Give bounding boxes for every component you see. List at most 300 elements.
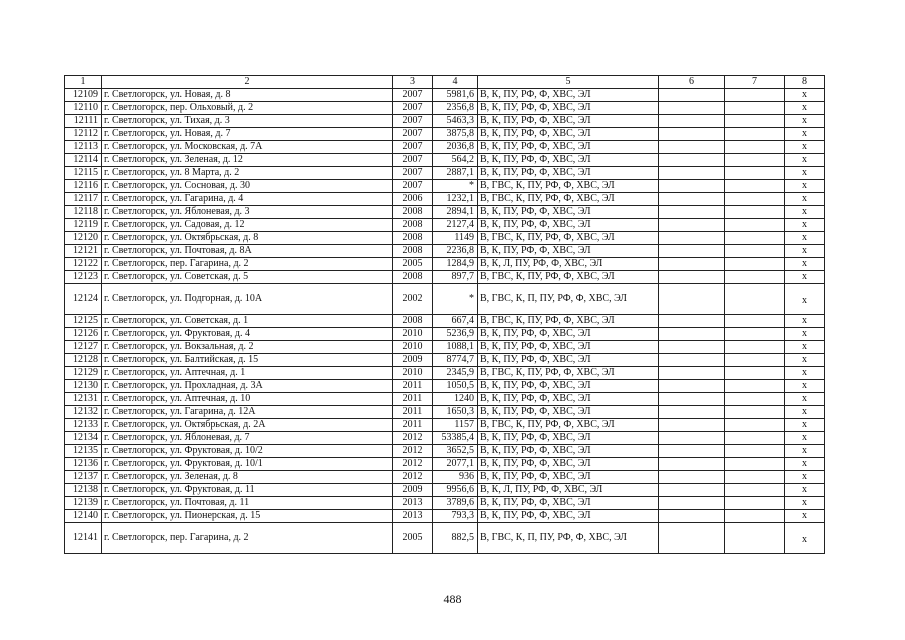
cell-year: 2009 (393, 354, 433, 367)
cell-column-6 (659, 271, 725, 284)
cell-year: 2008 (393, 232, 433, 245)
cell-area: 897,7 (433, 271, 478, 284)
table-row (65, 271, 825, 284)
cell-column-8: х (785, 271, 825, 284)
cell-column-8: х (785, 193, 825, 206)
cell-year: 2010 (393, 341, 433, 354)
cell-column-8: х (785, 245, 825, 258)
cell-column-6 (659, 193, 725, 206)
cell-year: 2010 (393, 367, 433, 380)
cell-area: 1650,3 (433, 406, 478, 419)
cell-year: 2011 (393, 380, 433, 393)
cell-address: г. Светлогорск, ул. 8 Марта, д. 2 (102, 167, 393, 180)
cell-column-8: х (785, 471, 825, 484)
cell-row-number: 12119 (65, 219, 102, 232)
cell-area: 936 (433, 471, 478, 484)
table-row (65, 510, 825, 523)
cell-row-number: 12111 (65, 115, 102, 128)
table-row (65, 167, 825, 180)
cell-row-number: 12131 (65, 393, 102, 406)
table-row (65, 471, 825, 484)
cell-services: В, К, ПУ, РФ, Ф, ХВС, ЭЛ (478, 406, 659, 419)
cell-row-number: 12121 (65, 245, 102, 258)
cell-services: В, К, ПУ, РФ, Ф, ХВС, ЭЛ (478, 471, 659, 484)
cell-services: В, К, ПУ, РФ, Ф, ХВС, ЭЛ (478, 154, 659, 167)
cell-year: 2012 (393, 471, 433, 484)
table-row (65, 219, 825, 232)
table-row (65, 193, 825, 206)
cell-column-8: х (785, 141, 825, 154)
cell-row-number: 12110 (65, 102, 102, 115)
cell-services: В, К, ПУ, РФ, Ф, ХВС, ЭЛ (478, 89, 659, 102)
cell-address: г. Светлогорск, ул. Пионерская, д. 15 (102, 510, 393, 523)
cell-column-7 (725, 354, 785, 367)
cell-year: 2013 (393, 497, 433, 510)
cell-column-6 (659, 406, 725, 419)
cell-address: г. Светлогорск, ул. Яблоневая, д. 7 (102, 432, 393, 445)
column-header-5: 5 (478, 76, 659, 89)
cell-services: В, К, ПУ, РФ, Ф, ХВС, ЭЛ (478, 393, 659, 406)
cell-column-7 (725, 89, 785, 102)
cell-column-8: х (785, 315, 825, 328)
cell-row-number: 12137 (65, 471, 102, 484)
cell-year: 2005 (393, 258, 433, 271)
cell-services: В, ГВС, К, ПУ, РФ, Ф, ХВС, ЭЛ (478, 419, 659, 432)
cell-address: г. Светлогорск, ул. Почтовая, д. 8А (102, 245, 393, 258)
cell-area: 5236,9 (433, 328, 478, 341)
table-row (65, 354, 825, 367)
cell-row-number: 12122 (65, 258, 102, 271)
cell-area: 3875,8 (433, 128, 478, 141)
cell-column-6 (659, 380, 725, 393)
table-row (65, 154, 825, 167)
cell-services: В, ГВС, К, ПУ, РФ, Ф, ХВС, ЭЛ (478, 271, 659, 284)
cell-column-6 (659, 258, 725, 271)
cell-area: 1240 (433, 393, 478, 406)
cell-address: г. Светлогорск, ул. Аптечная, д. 10 (102, 393, 393, 406)
cell-column-8: х (785, 180, 825, 193)
cell-area: 8774,7 (433, 354, 478, 367)
cell-address: г. Светлогорск, пер. Ольховый, д. 2 (102, 102, 393, 115)
cell-column-8: х (785, 341, 825, 354)
table-row (65, 89, 825, 102)
cell-column-6 (659, 245, 725, 258)
table-body (65, 89, 825, 554)
cell-column-6 (659, 206, 725, 219)
cell-area: 1284,9 (433, 258, 478, 271)
cell-column-6 (659, 484, 725, 497)
cell-address: г. Светлогорск, ул. Сосновая, д. 30 (102, 180, 393, 193)
cell-column-8: х (785, 89, 825, 102)
column-header-6: 6 (659, 76, 725, 89)
table-row (65, 232, 825, 245)
cell-services: В, К, ПУ, РФ, Ф, ХВС, ЭЛ (478, 328, 659, 341)
cell-row-number: 12141 (65, 523, 102, 554)
cell-year: 2008 (393, 206, 433, 219)
table-row (65, 432, 825, 445)
cell-area: 1088,1 (433, 341, 478, 354)
cell-services: В, К, Л, ПУ, РФ, Ф, ХВС, ЭЛ (478, 258, 659, 271)
cell-column-6 (659, 180, 725, 193)
cell-address: г. Светлогорск, пер. Гагарина, д. 2 (102, 523, 393, 554)
cell-row-number: 12125 (65, 315, 102, 328)
cell-address: г. Светлогорск, ул. Фруктовая, д. 11 (102, 484, 393, 497)
cell-column-7 (725, 458, 785, 471)
table-row (65, 406, 825, 419)
table-header-row (65, 76, 825, 89)
cell-services: В, К, ПУ, РФ, Ф, ХВС, ЭЛ (478, 445, 659, 458)
cell-area: 2077,1 (433, 458, 478, 471)
cell-address: г. Светлогорск, ул. Новая, д. 7 (102, 128, 393, 141)
cell-column-7 (725, 523, 785, 554)
cell-column-8: х (785, 128, 825, 141)
housing-registry-table (64, 75, 825, 554)
cell-column-7 (725, 406, 785, 419)
cell-column-6 (659, 419, 725, 432)
cell-column-7 (725, 393, 785, 406)
cell-column-8: х (785, 354, 825, 367)
cell-row-number: 12109 (65, 89, 102, 102)
cell-area: 793,3 (433, 510, 478, 523)
cell-row-number: 12116 (65, 180, 102, 193)
cell-address: г. Светлогорск, ул. Подгорная, д. 10А (102, 284, 393, 315)
cell-column-7 (725, 219, 785, 232)
cell-column-8: х (785, 115, 825, 128)
cell-column-8: х (785, 406, 825, 419)
column-header-4: 4 (433, 76, 478, 89)
cell-area: 3652,5 (433, 445, 478, 458)
cell-column-7 (725, 380, 785, 393)
cell-column-7 (725, 141, 785, 154)
cell-column-6 (659, 284, 725, 315)
cell-column-7 (725, 193, 785, 206)
cell-row-number: 12139 (65, 497, 102, 510)
cell-services: В, К, ПУ, РФ, Ф, ХВС, ЭЛ (478, 380, 659, 393)
cell-row-number: 12138 (65, 484, 102, 497)
cell-year: 2008 (393, 315, 433, 328)
cell-area: 1157 (433, 419, 478, 432)
table-row (65, 115, 825, 128)
cell-column-7 (725, 245, 785, 258)
cell-column-6 (659, 154, 725, 167)
cell-area: 2345,9 (433, 367, 478, 380)
cell-column-8: х (785, 497, 825, 510)
cell-column-7 (725, 484, 785, 497)
table-row (65, 393, 825, 406)
cell-column-8: х (785, 206, 825, 219)
cell-area: 564,2 (433, 154, 478, 167)
cell-area: 1232,1 (433, 193, 478, 206)
cell-area: * (433, 284, 478, 315)
cell-services: В, ГВС, К, ПУ, РФ, Ф, ХВС, ЭЛ (478, 180, 659, 193)
cell-column-7 (725, 258, 785, 271)
cell-address: г. Светлогорск, ул. Зеленая, д. 8 (102, 471, 393, 484)
cell-column-8: х (785, 154, 825, 167)
cell-column-6 (659, 354, 725, 367)
cell-column-6 (659, 89, 725, 102)
cell-area: * (433, 180, 478, 193)
cell-services: В, К, ПУ, РФ, Ф, ХВС, ЭЛ (478, 128, 659, 141)
cell-address: г. Светлогорск, ул. Прохладная, д. 3А (102, 380, 393, 393)
cell-services: В, К, ПУ, РФ, Ф, ХВС, ЭЛ (478, 167, 659, 180)
cell-address: г. Светлогорск, ул. Вокзальная, д. 2 (102, 341, 393, 354)
cell-column-8: х (785, 102, 825, 115)
cell-year: 2007 (393, 141, 433, 154)
cell-column-7 (725, 206, 785, 219)
cell-row-number: 12126 (65, 328, 102, 341)
cell-column-8: х (785, 510, 825, 523)
table-row (65, 445, 825, 458)
cell-address: г. Светлогорск, ул. Фруктовая, д. 10/1 (102, 458, 393, 471)
cell-services: В, ГВС, К, ПУ, РФ, Ф, ХВС, ЭЛ (478, 367, 659, 380)
cell-services: В, К, ПУ, РФ, Ф, ХВС, ЭЛ (478, 245, 659, 258)
cell-address: г. Светлогорск, ул. Октябрьская, д. 2А (102, 419, 393, 432)
cell-column-7 (725, 115, 785, 128)
cell-area: 2127,4 (433, 219, 478, 232)
cell-column-6 (659, 367, 725, 380)
table-row (65, 380, 825, 393)
cell-row-number: 12120 (65, 232, 102, 245)
cell-services: В, К, ПУ, РФ, Ф, ХВС, ЭЛ (478, 102, 659, 115)
cell-services: В, К, ПУ, РФ, Ф, ХВС, ЭЛ (478, 354, 659, 367)
cell-column-7 (725, 232, 785, 245)
cell-address: г. Светлогорск, ул. Фруктовая, д. 10/2 (102, 445, 393, 458)
table-row (65, 328, 825, 341)
cell-row-number: 12114 (65, 154, 102, 167)
cell-column-6 (659, 115, 725, 128)
cell-row-number: 12133 (65, 419, 102, 432)
cell-year: 2007 (393, 115, 433, 128)
column-header-3: 3 (393, 76, 433, 89)
cell-year: 2007 (393, 102, 433, 115)
cell-area: 2887,1 (433, 167, 478, 180)
cell-area: 53385,4 (433, 432, 478, 445)
cell-services: В, К, ПУ, РФ, Ф, ХВС, ЭЛ (478, 115, 659, 128)
column-header-7: 7 (725, 76, 785, 89)
table-row (65, 128, 825, 141)
cell-row-number: 12136 (65, 458, 102, 471)
cell-area: 5981,6 (433, 89, 478, 102)
cell-column-6 (659, 141, 725, 154)
cell-row-number: 12128 (65, 354, 102, 367)
cell-year: 2012 (393, 445, 433, 458)
cell-address: г. Светлогорск, ул. Балтийская, д. 15 (102, 354, 393, 367)
cell-column-8: х (785, 232, 825, 245)
cell-services: В, К, Л, ПУ, РФ, Ф, ХВС, ЭЛ (478, 484, 659, 497)
table-row (65, 497, 825, 510)
table-row (65, 315, 825, 328)
cell-column-8: х (785, 523, 825, 554)
cell-services: В, К, ПУ, РФ, Ф, ХВС, ЭЛ (478, 219, 659, 232)
cell-column-6 (659, 523, 725, 554)
cell-column-8: х (785, 432, 825, 445)
table-row (65, 180, 825, 193)
cell-year: 2012 (393, 432, 433, 445)
cell-column-7 (725, 180, 785, 193)
cell-column-7 (725, 497, 785, 510)
cell-row-number: 12127 (65, 341, 102, 354)
cell-column-6 (659, 219, 725, 232)
cell-address: г. Светлогорск, ул. Фруктовая, д. 4 (102, 328, 393, 341)
cell-address: г. Светлогорск, ул. Новая, д. 8 (102, 89, 393, 102)
cell-column-7 (725, 367, 785, 380)
cell-services: В, К, ПУ, РФ, Ф, ХВС, ЭЛ (478, 141, 659, 154)
table-row (65, 102, 825, 115)
cell-year: 2013 (393, 510, 433, 523)
cell-column-6 (659, 315, 725, 328)
cell-year: 2010 (393, 328, 433, 341)
cell-column-7 (725, 128, 785, 141)
cell-column-6 (659, 445, 725, 458)
cell-column-7 (725, 167, 785, 180)
cell-row-number: 12115 (65, 167, 102, 180)
table-row (65, 245, 825, 258)
cell-address: г. Светлогорск, пер. Гагарина, д. 2 (102, 258, 393, 271)
cell-address: г. Светлогорск, ул. Советская, д. 5 (102, 271, 393, 284)
cell-address: г. Светлогорск, ул. Советская, д. 1 (102, 315, 393, 328)
table-row (65, 458, 825, 471)
cell-area: 1050,5 (433, 380, 478, 393)
cell-address: г. Светлогорск, ул. Гагарина, д. 4 (102, 193, 393, 206)
cell-year: 2002 (393, 284, 433, 315)
table-row (65, 367, 825, 380)
cell-year: 2007 (393, 154, 433, 167)
cell-services: В, ГВС, К, ПУ, РФ, Ф, ХВС, ЭЛ (478, 193, 659, 206)
cell-column-7 (725, 315, 785, 328)
cell-column-6 (659, 128, 725, 141)
cell-column-8: х (785, 458, 825, 471)
cell-area: 5463,3 (433, 115, 478, 128)
cell-services: В, К, ПУ, РФ, Ф, ХВС, ЭЛ (478, 510, 659, 523)
cell-area: 9956,6 (433, 484, 478, 497)
table-row (65, 141, 825, 154)
table-row (65, 258, 825, 271)
cell-address: г. Светлогорск, ул. Садовая, д. 12 (102, 219, 393, 232)
cell-address: г. Светлогорск, ул. Почтовая, д. 11 (102, 497, 393, 510)
cell-row-number: 12132 (65, 406, 102, 419)
cell-year: 2008 (393, 271, 433, 284)
cell-row-number: 12117 (65, 193, 102, 206)
cell-address: г. Светлогорск, ул. Зеленая, д. 12 (102, 154, 393, 167)
cell-area: 1149 (433, 232, 478, 245)
cell-column-8: х (785, 328, 825, 341)
cell-address: г. Светлогорск, ул. Гагарина, д. 12А (102, 406, 393, 419)
cell-row-number: 12118 (65, 206, 102, 219)
cell-year: 2007 (393, 180, 433, 193)
cell-column-6 (659, 167, 725, 180)
cell-services: В, ГВС, К, П, ПУ, РФ, Ф, ХВС, ЭЛ (478, 284, 659, 315)
cell-year: 2008 (393, 219, 433, 232)
cell-column-7 (725, 419, 785, 432)
cell-column-6 (659, 102, 725, 115)
cell-column-6 (659, 471, 725, 484)
cell-year: 2007 (393, 89, 433, 102)
cell-row-number: 12140 (65, 510, 102, 523)
cell-area: 2236,8 (433, 245, 478, 258)
cell-year: 2011 (393, 406, 433, 419)
cell-address: г. Светлогорск, ул. Аптечная, д. 1 (102, 367, 393, 380)
cell-column-8: х (785, 419, 825, 432)
column-header-8: 8 (785, 76, 825, 89)
cell-year: 2012 (393, 458, 433, 471)
cell-address: г. Светлогорск, ул. Тихая, д. 3 (102, 115, 393, 128)
cell-services: В, К, ПУ, РФ, Ф, ХВС, ЭЛ (478, 341, 659, 354)
cell-column-8: х (785, 219, 825, 232)
cell-area: 3789,6 (433, 497, 478, 510)
table-row (65, 484, 825, 497)
page-number: 488 (443, 592, 462, 606)
cell-column-7 (725, 328, 785, 341)
cell-column-7 (725, 284, 785, 315)
cell-row-number: 12135 (65, 445, 102, 458)
cell-column-6 (659, 393, 725, 406)
cell-column-7 (725, 154, 785, 167)
cell-column-7 (725, 432, 785, 445)
cell-services: В, ГВС, К, ПУ, РФ, Ф, ХВС, ЭЛ (478, 315, 659, 328)
cell-area: 2894,1 (433, 206, 478, 219)
cell-area: 882,5 (433, 523, 478, 554)
cell-column-6 (659, 232, 725, 245)
cell-services: В, К, ПУ, РФ, Ф, ХВС, ЭЛ (478, 458, 659, 471)
cell-column-8: х (785, 284, 825, 315)
cell-year: 2011 (393, 419, 433, 432)
table-row (65, 419, 825, 432)
cell-column-8: х (785, 484, 825, 497)
cell-column-7 (725, 341, 785, 354)
cell-column-8: х (785, 367, 825, 380)
cell-services: В, ГВС, К, ПУ, РФ, Ф, ХВС, ЭЛ (478, 232, 659, 245)
cell-services: В, К, ПУ, РФ, Ф, ХВС, ЭЛ (478, 497, 659, 510)
cell-column-6 (659, 432, 725, 445)
cell-column-8: х (785, 258, 825, 271)
cell-row-number: 12113 (65, 141, 102, 154)
cell-year: 2007 (393, 167, 433, 180)
column-header-2: 2 (102, 76, 393, 89)
cell-column-6 (659, 341, 725, 354)
cell-column-7 (725, 471, 785, 484)
document-table-container (64, 75, 824, 554)
cell-services: В, К, ПУ, РФ, Ф, ХВС, ЭЛ (478, 432, 659, 445)
cell-row-number: 12112 (65, 128, 102, 141)
table-row (65, 284, 825, 315)
cell-column-8: х (785, 445, 825, 458)
cell-column-7 (725, 102, 785, 115)
cell-row-number: 12129 (65, 367, 102, 380)
cell-column-7 (725, 445, 785, 458)
cell-services: В, К, ПУ, РФ, Ф, ХВС, ЭЛ (478, 206, 659, 219)
table-row (65, 206, 825, 219)
cell-year: 2005 (393, 523, 433, 554)
cell-address: г. Светлогорск, ул. Яблоневая, д. 3 (102, 206, 393, 219)
column-header-1: 1 (65, 76, 102, 89)
cell-row-number: 12130 (65, 380, 102, 393)
cell-year: 2007 (393, 128, 433, 141)
cell-year: 2011 (393, 393, 433, 406)
cell-column-7 (725, 271, 785, 284)
cell-row-number: 12123 (65, 271, 102, 284)
cell-row-number: 12124 (65, 284, 102, 315)
table-row (65, 341, 825, 354)
table-row (65, 523, 825, 554)
cell-column-8: х (785, 380, 825, 393)
cell-address: г. Светлогорск, ул. Московская, д. 7А (102, 141, 393, 154)
cell-column-8: х (785, 167, 825, 180)
cell-year: 2009 (393, 484, 433, 497)
cell-address: г. Светлогорск, ул. Октябрьская, д. 8 (102, 232, 393, 245)
cell-column-6 (659, 510, 725, 523)
cell-column-6 (659, 328, 725, 341)
cell-column-6 (659, 458, 725, 471)
